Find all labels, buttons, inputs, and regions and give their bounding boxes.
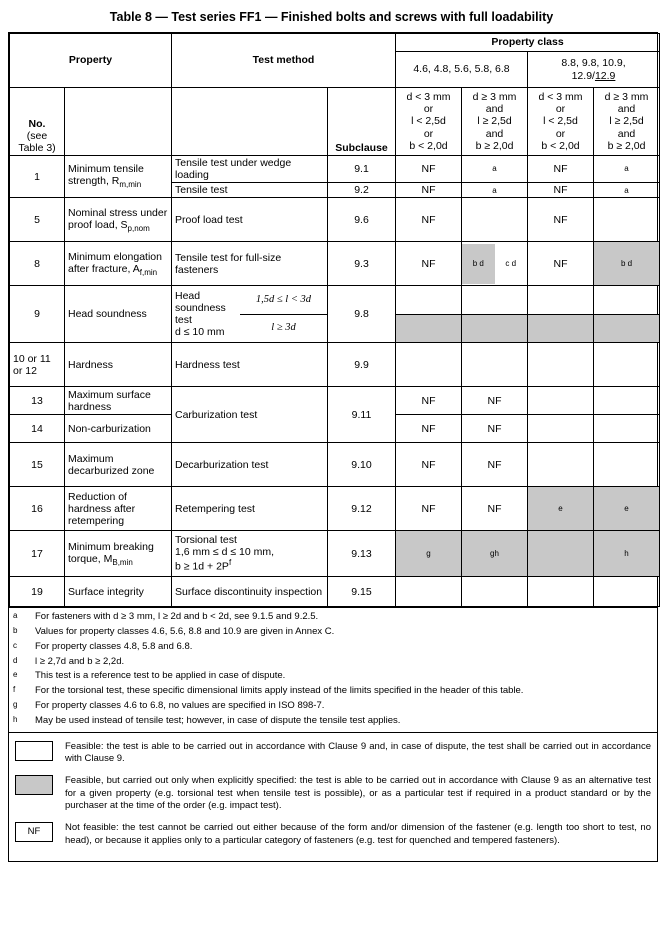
footnote: b Values for property classes 4.6, 5.6, 8.8 and 10.9 are given in Annex C. [13,626,335,637]
table-row: 1 Minimum tensile strength, $R_{m,min}$ Tensile test under wedge loading 9.1 NF a NF a [10,156,660,183]
legend-shaded: Feasible, but carried out only when explicitly specified: the test is able to be carried out in accordance with Clause 9 as an alternative test for a given property (e.g. torsional test when tensile test is possible), or as a particular test if required in a product standard or by the purchaser at the time of the order (e.g. impact test). [15,775,651,812]
table-row: Tensile test 9.2 NF a NF a [10,183,660,198]
table-row: 9 Head soundness Head soundness test d ≤ 10 mm 1,5d ≤ l < 3d l ≥ 3d 9.8 [10,286,660,315]
footnote: h May be used instead of tensile test; however, in case of dispute the tensile test applies. [13,714,401,726]
table-row: 17 Minimum breaking torque, $M_{B,min}$ Torsional test 1,6 mm ≤ d ≤ 10 mm, $b \ge 1d + 2P^f$ 9.13 g gh h [10,531,660,577]
table-row: 19 Surface integrity Surface discontinuity inspection 9.15 [10,577,660,607]
legend-not-feasible: NF Not feasible: the test cannot be carried out either because of the form and/or dimension of the fastener (e.g. length too short to test, no head), or because it applies only to a particular category of fasteners (e.g. test for quenched and tempered fasteners). [15,822,651,847]
header-test-method: Test method [172,34,396,88]
legend-nf-box: NF [15,822,53,842]
table-row: 15 Maximum decarburized zone Decarburization test 9.10 NF NF [10,443,660,487]
footnote: f For the torsional test, these specific dimensional limits apply instead of the limits specified in the header of this table. [13,685,524,697]
legend-feasible: Feasible: the test is able to be carried out in accordance with Clause 9 and, in case of dispute, the test shall be carried out in accordance with Clause 9. [15,741,651,766]
table-row: 10 or 11 or 12 Hardness Hardness test 9.9 [10,343,660,387]
table-row: 14 Non-carburization NF NF [10,415,660,443]
footnote: g For property classes 4.6 to 6.8, no values are specified in ISO 898-7. [13,700,325,712]
table-row: 5 Nominal stress under proof load, $S_{p,nom}$ Proof load test 9.6 NF NF [10,198,660,242]
header-no: No. (see Table 3) [10,88,65,156]
cond-large-b: d ≥ 3 mm and l ≥ 2,5d and b ≥ 2,0d [594,88,660,156]
header-property-class: Property class [396,34,660,52]
table-title: Table 8 — Test series FF1 — Finished bolts and screws with full loadability [109,10,554,24]
legend [9,732,657,861]
table-row: 16 Reduction of hardness after retempering Retempering test 9.12 NF NF e e [10,487,660,531]
footnote: e This test is a reference test to be applied in case of dispute. [13,670,286,682]
header-subclause: Subclause [328,88,396,156]
footnote: d l ≥ 2,7d and b ≥ 2,2d. [13,655,125,667]
test-series-table [9,33,660,607]
table-row: 8 Minimum elongation after fracture, $A_{f,min}$ Tensile test for full-size fasteners 9.3 NF b d c d NF b d [10,242,660,286]
header-class-a: 4.6, 4.8, 5.6, 5.8, 6.8 [396,52,528,88]
footnote: a For fasteners with d ≥ 3 mm, l ≥ 2d and b < 2d, see 9.1.5 and 9.2.5. [13,611,319,623]
header-class-b: 8.8, 9.8, 10.9, 12.9/12.9 [528,52,660,88]
legend-grey-box [15,775,53,795]
footnotes [9,607,657,732]
footnote: c For property classes 4.8, 5.8 and 6.8. [13,640,193,652]
cond-large-a: d ≥ 3 mm and l ≥ 2,5d and b ≥ 2,0d [462,88,528,156]
table-row: 13 Maximum surface hardness Carburization test 9.11 NF NF [10,387,660,415]
cond-small-a: d < 3 mm or l < 2,5d or b < 2,0d [396,88,462,156]
legend-white-box [15,741,53,761]
cond-small-b: d < 3 mm or l < 2,5d or b < 2,0d [528,88,594,156]
header-property: Property [10,34,172,88]
table-frame [8,32,658,862]
